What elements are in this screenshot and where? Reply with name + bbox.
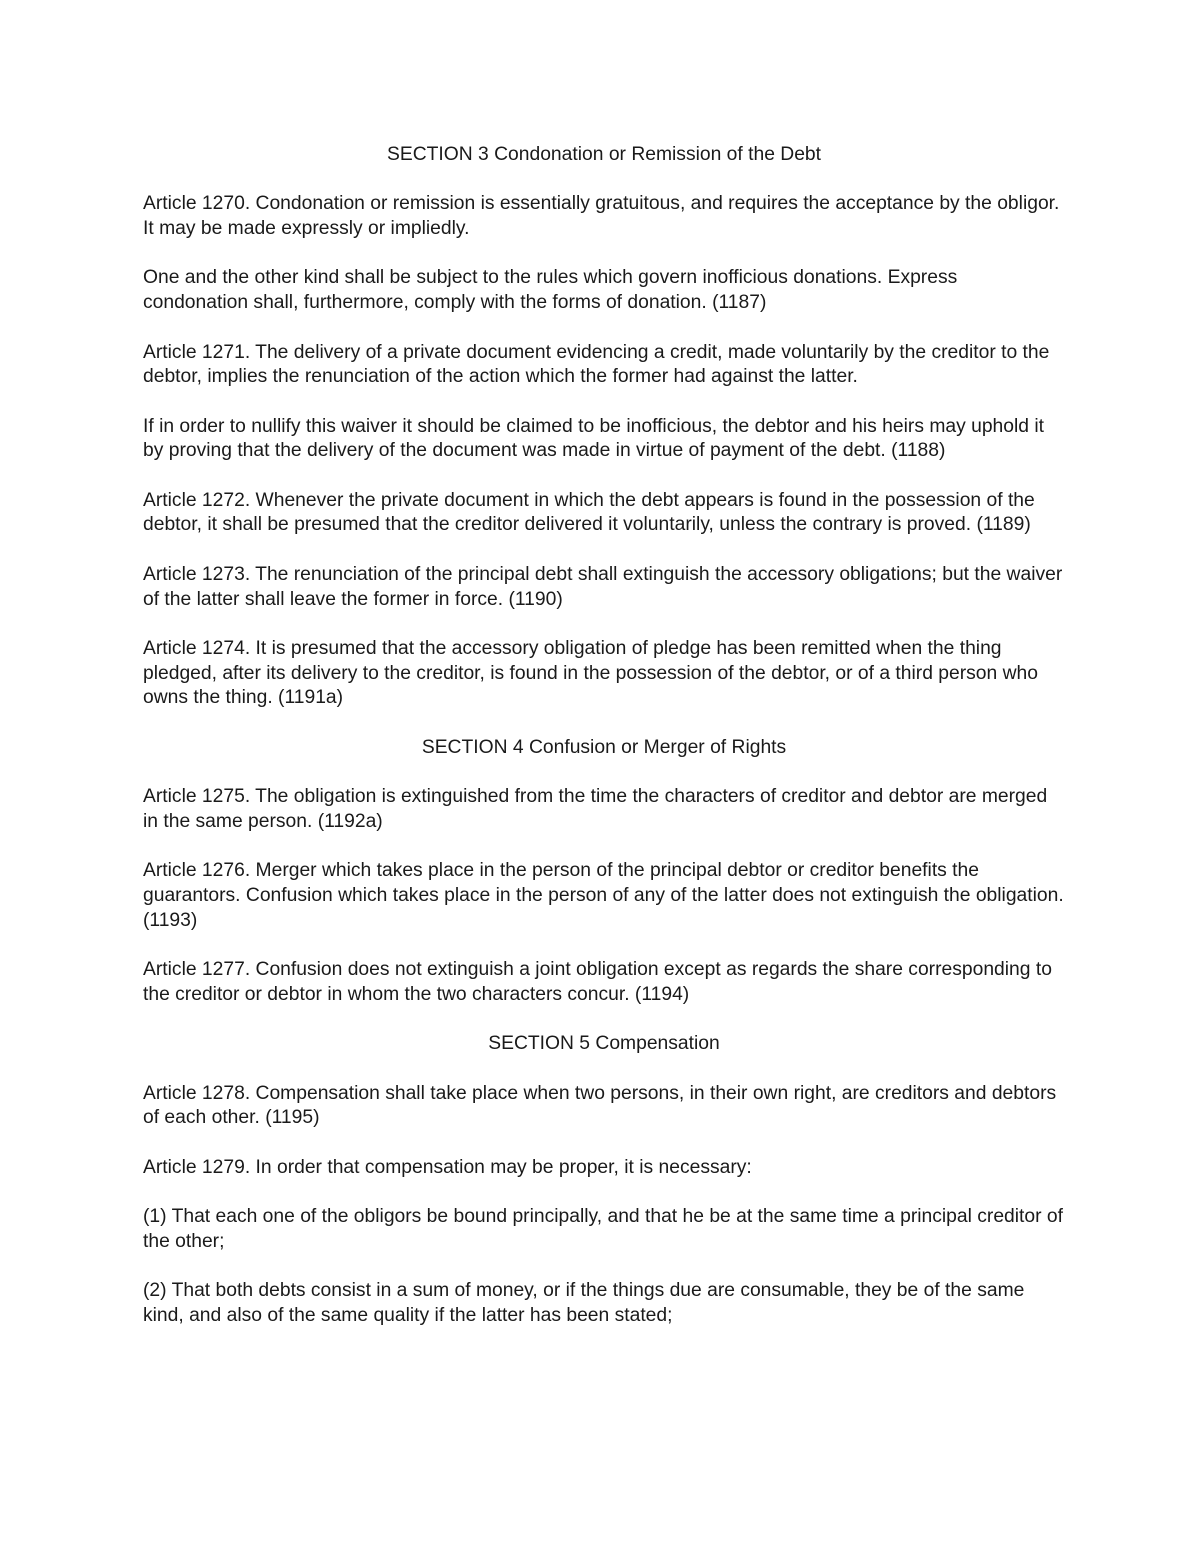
section-4-heading: SECTION 4 Confusion or Merger of Rights (421, 736, 787, 758)
article-1279-item-1-paragraph: (1) That each one of the obligors be bound principally, and that he be at the same time a principal creditor of the other; (143, 1206, 1063, 1252)
article-1270-paragraph: Article 1270. Condonation or remission is essentially gratuitous, and requires the acceptance by the obligor. It may be made expressly or impliedly. (143, 193, 1060, 240)
article-1272-paragraph: Article 1272. Whenever the private document in which the debt appears is found in the possession of the debtor, it shall be presumed that the creditor delivered it voluntarily, unless the contrary is proved. (1189) (143, 489, 1035, 536)
article-1271-paragraph: Article 1271. The delivery of a private document evidencing a credit, made voluntarily by the creditor to the debtor, implies the renunciation of the action which the former had against the latter. (143, 341, 1050, 388)
article-1277-paragraph: Article 1277. Confusion does not extinguish a joint obligation except as regards the share corresponding to the creditor or debtor in whom the two characters concur. (1194) (143, 959, 1052, 1005)
article-1273-paragraph: Article 1273. The renunciation of the principal debt shall extinguish the accessory obligations; but the waiver of the latter shall leave the former in force. (1190) (143, 563, 1063, 610)
section-3-heading: SECTION 3 Condonation or Remission of the Debt (386, 144, 822, 165)
article-1276-paragraph: Article 1276. Merger which takes place in the person of the principal debtor or creditor benefits the guarantors. Confusion which takes place in the person of any of the latter does not extinguish the obligation. (1193) (143, 860, 1064, 931)
section-5-heading: SECTION 5 Compensation (488, 1033, 720, 1055)
article-1271-continuation-paragraph: If in order to nullify this waiver it should be claimed to be inofficious, the debtor and his heirs may uphold it by proving that the delivery of the document was made in virtue of payment of the debt. (1188) (143, 415, 1044, 462)
article-1279-item-2-paragraph: (2) That both debts consist in a sum of money, or if the things due are consumable, they be of the same kind, and also of the same quality if the latter has been stated; (143, 1280, 1025, 1326)
document-page (143, 143, 1065, 1353)
article-1279-paragraph: Article 1279. In order that compensation may be proper, it is necessary: (143, 1156, 752, 1178)
article-1275-paragraph: Article 1275. The obligation is extinguished from the time the characters of creditor and debtor are merged in the same person. (1192a) (143, 786, 1048, 832)
article-1278-paragraph: Article 1278. Compensation shall take place when two persons, in their own right, are creditors and debtors of each other. (1195) (143, 1082, 1057, 1129)
article-1274-paragraph: Article 1274. It is presumed that the accessory obligation of pledge has been remitted when the thing pledged, after its delivery to the creditor, is found in the possession of the debtor, or of a third person who owns the thing. (1191a) (143, 637, 1038, 709)
article-1270-continuation-paragraph: One and the other kind shall be subject to the rules which govern inofficious donations. Express condonation shall, furthermore, comply with the forms of donation. (1187) (143, 267, 958, 314)
